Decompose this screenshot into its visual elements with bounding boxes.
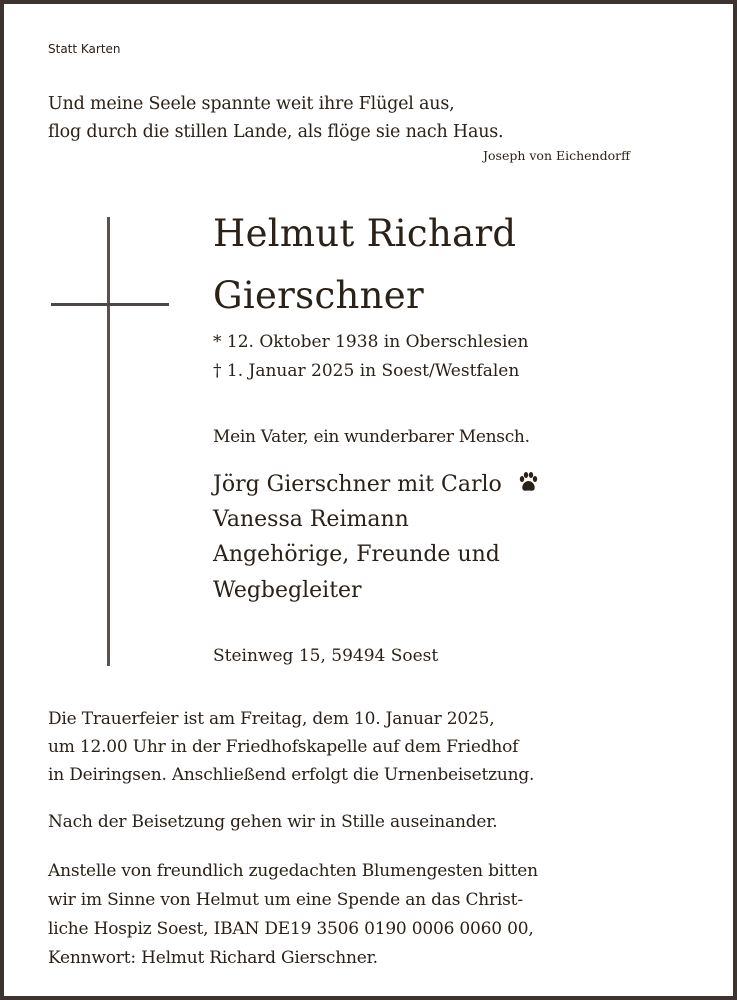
death-date: † 1. Januar 2025 in Soest/Westfalen [213,361,520,381]
mourner-1 [213,471,539,499]
service-line-2: um 12.00 Uhr in der Friedhofskapelle auf dem Friedhof [48,737,519,757]
poem-line-1: Und meine Seele spannte weit ihre Flügel aus, [48,94,455,114]
poem-author: Joseph von Eichendorff [483,148,630,163]
cross-icon-vertical [107,217,110,666]
donation-line-2: wir im Sinne von Helmut um eine Spende an das Christ- [48,890,523,910]
statt-karten-label: Statt Karten [48,42,121,56]
after-burial-note: Nach der Beisetzung gehen wir in Stille auseinander. [48,812,498,832]
family-address: Steinweg 15, 59494 Soest [213,646,439,666]
donation-line-4: Kennwort: Helmut Richard Gierschner. [48,948,378,968]
donation-line-3: liche Hospiz Soest, IBAN DE19 3506 0190 0006 0060 00, [48,919,534,939]
mourner-2: Vanessa Reimann [213,507,409,532]
birth-date: * 12. Oktober 1938 in Oberschlesien [213,332,529,352]
service-line-1: Die Trauerfeier ist am Freitag, dem 10. Januar 2025, [48,709,495,729]
tribute-text: Mein Vater, ein wunderbarer Mensch. [213,427,530,447]
deceased-name-line-2: Gierschner [213,274,424,317]
deceased-name-line-1: Helmut Richard [213,212,517,255]
mourner-4: Wegbegleiter [213,578,362,603]
mourner-1-text: Jörg Gierschner mit Carlo [213,472,502,497]
cross-icon-horizontal [51,303,169,306]
paw-print-icon [517,471,539,499]
donation-line-1: Anstelle von freundlich zugedachten Blumengesten bitten [48,861,538,881]
mourner-3: Angehörige, Freunde und [213,542,500,567]
poem-line-2: flog durch die stillen Lande, als flöge sie nach Haus. [48,122,504,142]
service-line-3: in Deiringsen. Anschließend erfolgt die Urnenbeisetzung. [48,765,535,785]
